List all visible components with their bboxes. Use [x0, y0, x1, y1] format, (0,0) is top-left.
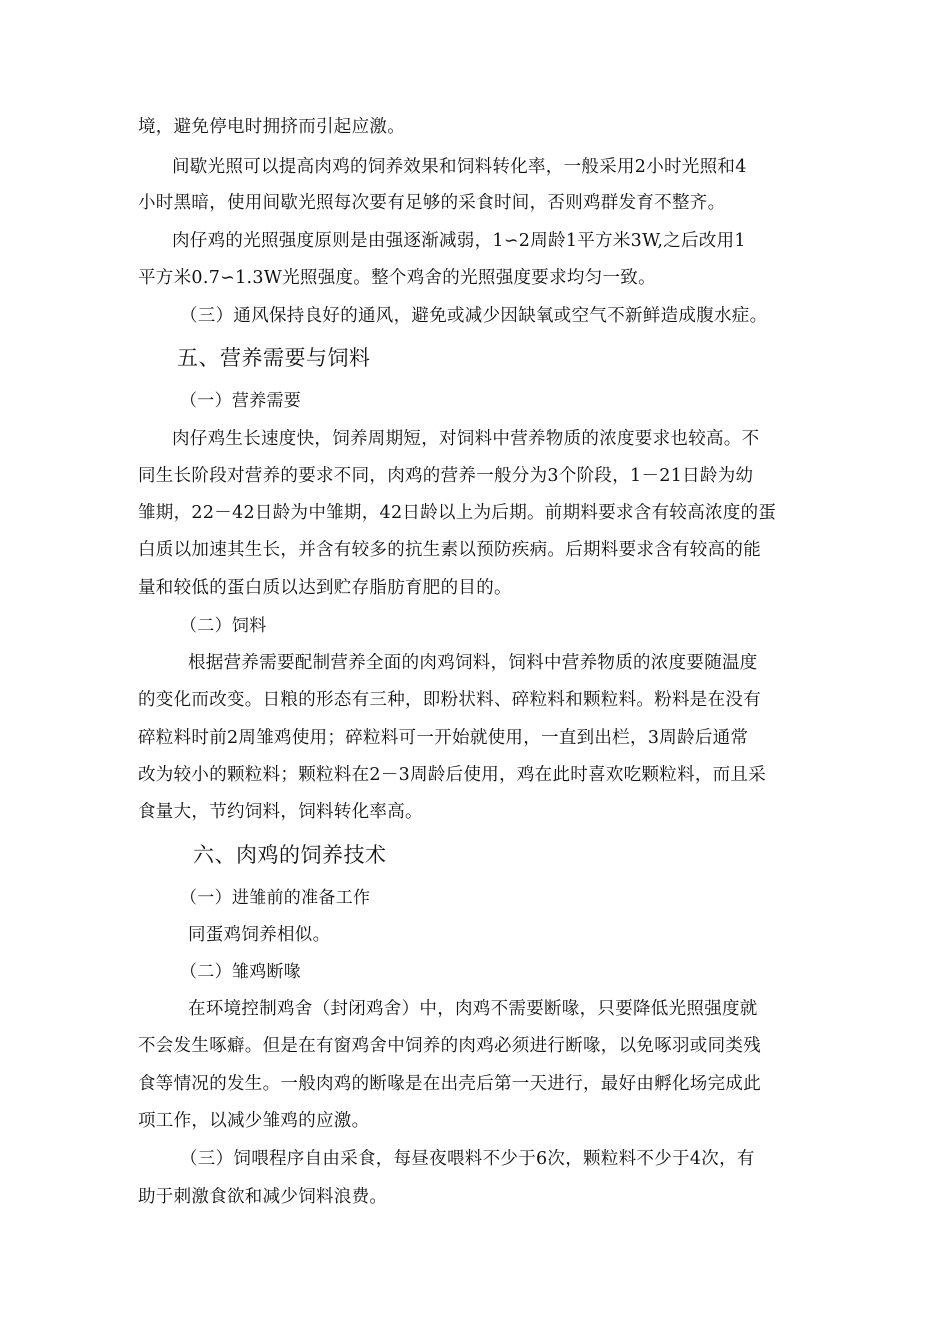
- subsection-heading: （一）营养需要: [180, 391, 302, 411]
- text-line: 平方米0.7∽1.3W光照强度。整个鸡舍的光照强度要求均匀一致。: [138, 268, 656, 288]
- text-line: 食等情况的发生。一般肉鸡的断喙是在出壳后第一天进行，最好由孵化场完成此: [138, 1074, 761, 1094]
- text-line: 食量大，节约饲料，饲料转化率高。: [138, 802, 423, 822]
- section-heading: 六、肉鸡的饲养技术: [193, 843, 387, 867]
- text-line: 间歇光照可以提高肉鸡的饲养效果和饲料转化率，一般采用2小时光照和4: [172, 157, 747, 177]
- text-line: 改为较小的颗粒料；颗粒料在2－3周龄后使用，鸡在此时喜欢吃颗粒料，而且采: [138, 765, 767, 785]
- text-line: 境，避免停电时拥挤而引起应激。: [138, 117, 405, 137]
- text-line: （三）通风保持良好的通风，避免或减少因缺氧或空气不新鲜造成腹水症。: [180, 306, 768, 326]
- subsection-heading: （二）雏鸡断喙: [180, 962, 302, 982]
- text-line: 助于刺激食欲和减少饲料浪费。: [138, 1187, 388, 1207]
- text-line: 项工作，以减少雏鸡的应激。: [138, 1111, 370, 1131]
- text-line: 肉仔鸡的光照强度原则是由强逐渐减弱，1∽2周龄1平方米3W,之后改用1: [172, 231, 746, 251]
- text-line: 肉仔鸡生长速度快，饲养周期短，对饲料中营养物质的浓度要求也较高。不: [172, 429, 760, 449]
- text-line: 同蛋鸡饲养相似。: [188, 925, 331, 945]
- text-line: 根据营养需要配制营养全面的肉鸡饲料，饲料中营养物质的浓度要随温度: [188, 653, 758, 673]
- text-line: 在环境控制鸡舍（封闭鸡舍）中，肉鸡不需要断喙，只要降低光照强度就: [188, 999, 758, 1019]
- text-line: 同生长阶段对营养的要求不同，肉鸡的营养一般分为3个阶段，1－21日龄为幼: [138, 466, 754, 486]
- subsection-heading: （一）进雏前的准备工作: [180, 888, 371, 908]
- subsection-heading: （二）饲料: [180, 616, 267, 636]
- text-line: 的变化而改变。日粮的形态有三种，即粉状料、碎粒料和颗粒料。粉料是在没有: [138, 690, 761, 710]
- text-line: 白质以加速其生长，并含有较多的抗生素以预防疾病。后期料要求含有较高的能: [138, 540, 761, 560]
- text-line: 碎粒料时前2周雏鸡使用；碎粒料可一开始就使用，一直到出栏，3周龄后通常: [138, 728, 749, 748]
- text-line: 雏期，22－42日龄为中雏期，42日龄以上为后期。前期料要求含有较高浓度的蛋: [138, 503, 777, 523]
- text-line: 量和较低的蛋白质以达到贮存脂肪育肥的目的。: [138, 578, 512, 598]
- section-heading: 五、营养需要与饲料: [177, 346, 371, 370]
- text-line: 不会发生啄癖。但是在有窗鸡舍中饲养的肉鸡必须进行断喙，以免啄羽或同类残: [138, 1036, 761, 1056]
- text-line: 小时黑暗，使用间歇光照每次要有足够的采食时间，否则鸡群发育不整齐。: [138, 193, 726, 213]
- text-line: （三）饲喂程序自由采食，每昼夜喂料不少于6次，颗粒料不少于4次，有: [180, 1149, 755, 1169]
